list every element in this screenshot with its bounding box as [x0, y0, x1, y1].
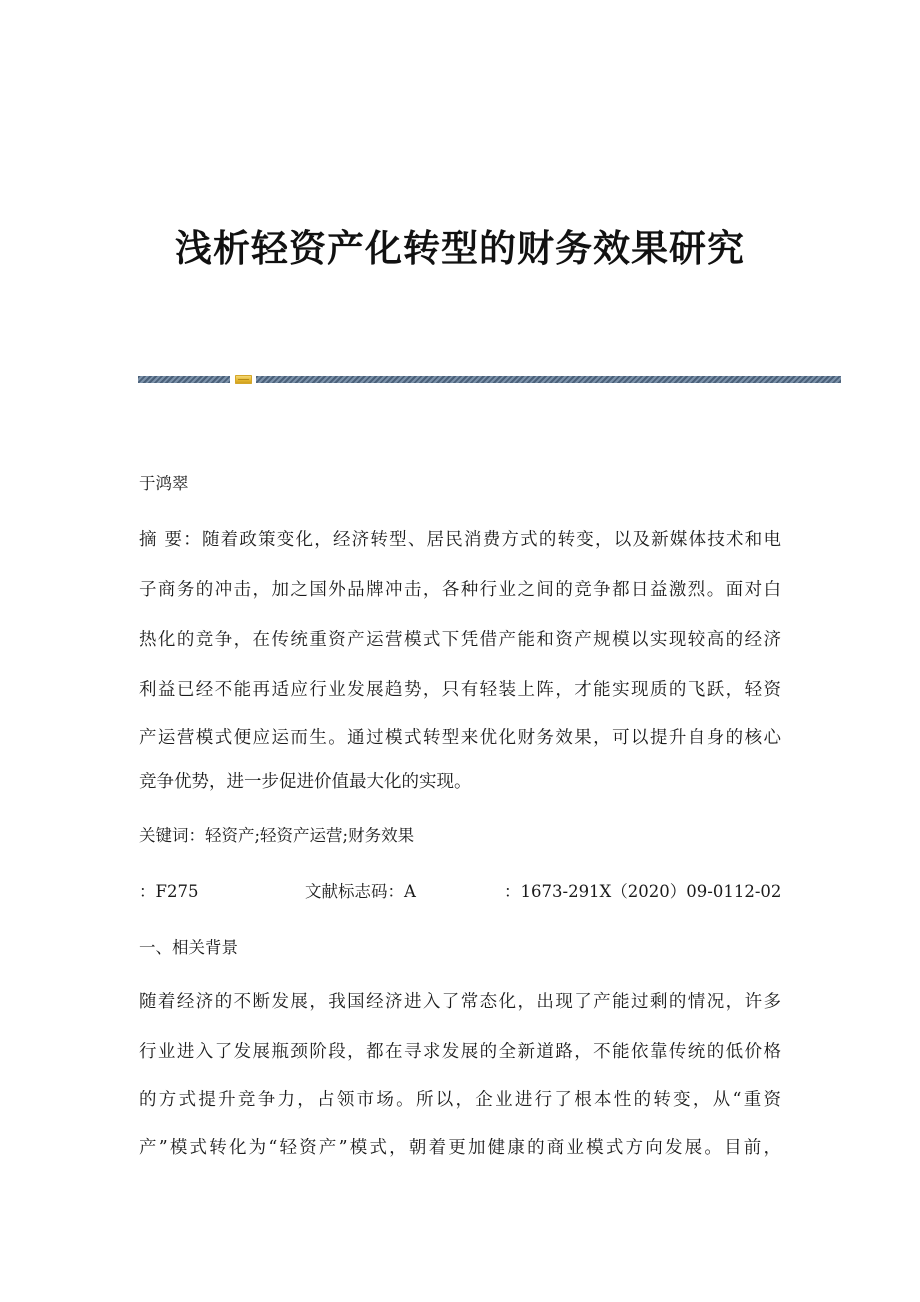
title-divider [138, 375, 841, 384]
divider-bar-left [138, 376, 230, 383]
body-line: 随着经济的不断发展，我国经济进入了常态化，出现了产能过剩的情况，许多 [139, 992, 781, 1012]
author-name: 于鸿翠 [139, 474, 189, 493]
body-line: 的方式提升竞争力，占领市场。所以，企业进行了根本性的转变，从“重资 [139, 1090, 781, 1110]
abstract-line: 热化的竞争，在传统重资产运营模式下凭借产能和资产规模以实现较高的经济 [139, 630, 781, 650]
abstract-line: 利益已经不能再适应行业发展趋势，只有轻装上阵，才能实现质的飞跃，轻资 [139, 680, 781, 700]
abstract-line: 竞争优势，进一步促进价值最大化的实现。 [139, 772, 472, 792]
clc-number: ：F275 [139, 882, 199, 901]
document-title: 浅析轻资产化转型的财务效果研究 [175, 226, 745, 270]
divider-bar-right [256, 376, 841, 383]
article-id: ：1673-291X（2020）09-0112-02 [504, 882, 782, 901]
divider-ornament-icon [235, 375, 252, 384]
body-line: 行业进入了发展瓶颈阶段，都在寻求发展的全新道路，不能依靠传统的低价格 [139, 1042, 781, 1062]
abstract-line: 子商务的冲击，加之国外品牌冲击，各种行业之间的竞争都日益激烈。面对白 [139, 580, 781, 600]
abstract-line: 产运营模式便应运而生。通过模式转型来优化财务效果，可以提升自身的核心 [139, 728, 781, 748]
classification-row [139, 880, 781, 904]
document-code: 文献标志码：A [305, 882, 416, 901]
body-line: 产”模式转化为“轻资产”模式，朝着更加健康的商业模式方向发展。目前， [139, 1138, 781, 1158]
section-heading: 一、相关背景 [139, 938, 238, 957]
keywords: 关键词：轻资产;轻资产运营;财务效果 [139, 826, 415, 845]
abstract-line: 摘 要：随着政策变化，经济转型、居民消费方式的转变，以及新媒体技术和电 [139, 530, 781, 550]
